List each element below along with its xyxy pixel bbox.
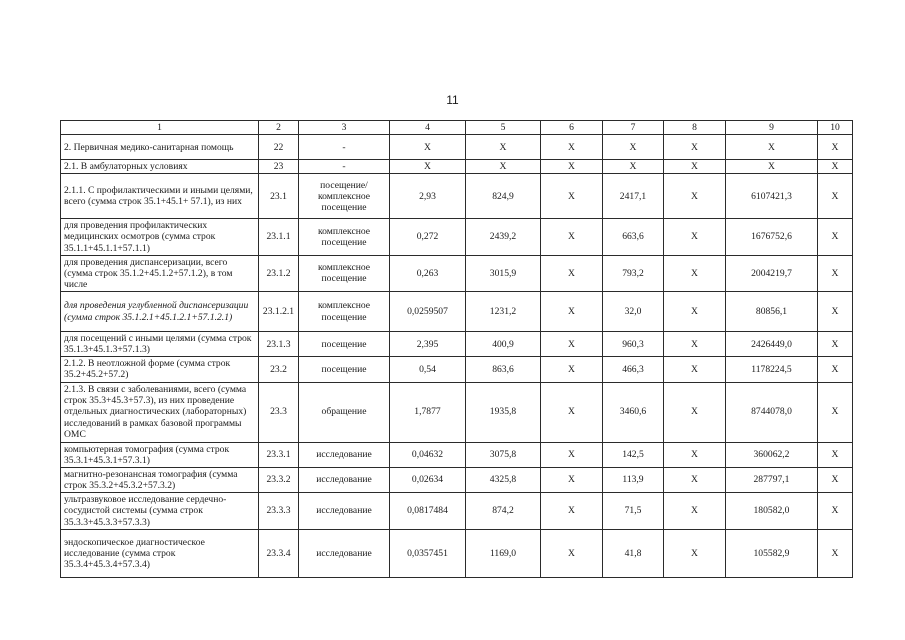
- column-number: 1: [61, 121, 259, 135]
- row-value-10: X: [818, 467, 853, 492]
- row-value-7: 466,3: [603, 357, 664, 382]
- row-code: 23.3.4: [259, 530, 299, 578]
- row-code: 22: [259, 135, 299, 160]
- row-value-6: X: [541, 332, 603, 357]
- row-value-8: X: [664, 382, 726, 442]
- row-value-6: X: [541, 382, 603, 442]
- row-value-4: 0,0817484: [390, 493, 466, 530]
- row-value-6: X: [541, 160, 603, 174]
- row-value-9: 6107421,3: [726, 174, 818, 219]
- row-value-9: 2426449,0: [726, 332, 818, 357]
- row-unit: -: [299, 160, 390, 174]
- row-value-7: 663,6: [603, 219, 664, 255]
- row-value-6: X: [541, 135, 603, 160]
- row-value-4: 2,395: [390, 332, 466, 357]
- table-row: [61, 160, 853, 174]
- row-code: 23.1.2: [259, 255, 299, 291]
- row-code: 23.1.3: [259, 332, 299, 357]
- row-value-8: X: [664, 357, 726, 382]
- row-value-9: 80856,1: [726, 292, 818, 332]
- row-value-5: X: [466, 135, 541, 160]
- row-value-4: X: [390, 135, 466, 160]
- column-number: 8: [664, 121, 726, 135]
- row-name: ультразвуковое исследование сердечно-сосудистой системы (сумма строк 35.3.3+45.3.3+57.3.3): [61, 493, 259, 530]
- row-code: 23.3.3: [259, 493, 299, 530]
- column-number: 4: [390, 121, 466, 135]
- row-value-5: 3015,9: [466, 255, 541, 291]
- row-value-5: 3075,8: [466, 442, 541, 467]
- row-code: 23.3.2: [259, 467, 299, 492]
- row-value-10: X: [818, 357, 853, 382]
- row-value-5: 863,6: [466, 357, 541, 382]
- table-row: [61, 382, 853, 442]
- table-row: [61, 530, 853, 578]
- row-value-10: X: [818, 382, 853, 442]
- table-row: [61, 357, 853, 382]
- row-name: для посещений с иными целями (сумма строк 35.1.3+45.1.3+57.1.3): [61, 332, 259, 357]
- row-value-8: X: [664, 174, 726, 219]
- row-value-7: 113,9: [603, 467, 664, 492]
- row-value-4: 0,0357451: [390, 530, 466, 578]
- row-value-9: 2004219,7: [726, 255, 818, 291]
- row-value-7: 2417,1: [603, 174, 664, 219]
- table-row: [61, 174, 853, 219]
- row-value-6: X: [541, 174, 603, 219]
- row-value-8: X: [664, 530, 726, 578]
- table-row: [61, 255, 853, 291]
- row-unit: обращение: [299, 382, 390, 442]
- row-value-8: X: [664, 467, 726, 492]
- row-value-6: X: [541, 493, 603, 530]
- row-name: для проведения профилактических медицинских осмотров (сумма строк 35.1.1+45.1.1+57.1.1): [61, 219, 259, 255]
- column-number: 10: [818, 121, 853, 135]
- row-value-4: 0,263: [390, 255, 466, 291]
- row-value-8: X: [664, 493, 726, 530]
- row-value-6: X: [541, 467, 603, 492]
- row-value-9: 287797,1: [726, 467, 818, 492]
- row-value-6: X: [541, 357, 603, 382]
- row-value-8: X: [664, 219, 726, 255]
- row-code: 23.3: [259, 382, 299, 442]
- row-unit: исследование: [299, 530, 390, 578]
- row-value-7: 793,2: [603, 255, 664, 291]
- row-value-7: 3460,6: [603, 382, 664, 442]
- row-value-4: 0,02634: [390, 467, 466, 492]
- row-value-9: 180582,0: [726, 493, 818, 530]
- row-code: 23: [259, 160, 299, 174]
- row-value-5: 1935,8: [466, 382, 541, 442]
- row-value-7: 960,3: [603, 332, 664, 357]
- row-value-7: 32,0: [603, 292, 664, 332]
- row-value-10: X: [818, 292, 853, 332]
- row-name: эндоскопическое диагностическое исследование (сумма строк 35.3.4+45.3.4+57.3.4): [61, 530, 259, 578]
- page-number: 11: [446, 93, 459, 107]
- row-name: 2.1.1. С профилактическими и иными целями, всего (сумма строк 35.1+45.1+ 57.1), из них: [61, 174, 259, 219]
- row-value-10: X: [818, 219, 853, 255]
- row-value-4: 0,0259507: [390, 292, 466, 332]
- row-unit: посещение/комплексное посещение: [299, 174, 390, 219]
- row-value-10: X: [818, 174, 853, 219]
- row-name: для проведения углубленной диспансеризации (сумма строк 35.1.2.1+45.1.2.1+57.1.2.1): [61, 292, 259, 332]
- row-value-10: X: [818, 135, 853, 160]
- table-row: [61, 467, 853, 492]
- row-unit: посещение: [299, 357, 390, 382]
- table-row: [61, 135, 853, 160]
- row-value-5: 400,9: [466, 332, 541, 357]
- row-code: 23.2: [259, 357, 299, 382]
- row-value-9: 1676752,6: [726, 219, 818, 255]
- row-value-5: 4325,8: [466, 467, 541, 492]
- row-value-5: 874,2: [466, 493, 541, 530]
- row-value-5: 1169,0: [466, 530, 541, 578]
- row-value-10: X: [818, 530, 853, 578]
- row-unit: исследование: [299, 467, 390, 492]
- row-value-10: X: [818, 493, 853, 530]
- row-value-5: X: [466, 160, 541, 174]
- row-value-9: 1178224,5: [726, 357, 818, 382]
- row-value-9: 8744078,0: [726, 382, 818, 442]
- row-name: компьютерная томография (сумма строк 35.3.1+45.3.1+57.3.1): [61, 442, 259, 467]
- column-number: 9: [726, 121, 818, 135]
- row-name: магнитно-резонансная томография (сумма строк 35.3.2+45.3.2+57.3.2): [61, 467, 259, 492]
- row-value-7: 71,5: [603, 493, 664, 530]
- column-number: 7: [603, 121, 664, 135]
- row-value-6: X: [541, 292, 603, 332]
- row-name: 2. Первичная медико-санитарная помощь: [61, 135, 259, 160]
- row-value-4: 0,04632: [390, 442, 466, 467]
- column-number: 5: [466, 121, 541, 135]
- row-value-6: X: [541, 442, 603, 467]
- row-value-9: 360062,2: [726, 442, 818, 467]
- row-code: 23.1: [259, 174, 299, 219]
- row-value-4: 1,7877: [390, 382, 466, 442]
- row-value-7: 142,5: [603, 442, 664, 467]
- row-value-8: X: [664, 160, 726, 174]
- row-value-9: X: [726, 160, 818, 174]
- row-value-10: X: [818, 255, 853, 291]
- column-number: 2: [259, 121, 299, 135]
- row-value-10: X: [818, 160, 853, 174]
- row-name: для проведения диспансеризации, всего (сумма строк 35.1.2+45.1.2+57.1.2), в том числе: [61, 255, 259, 291]
- row-value-7: X: [603, 160, 664, 174]
- row-value-8: X: [664, 255, 726, 291]
- row-code: 23.1.1: [259, 219, 299, 255]
- row-value-7: X: [603, 135, 664, 160]
- table-row: [61, 442, 853, 467]
- row-value-9: 105582,9: [726, 530, 818, 578]
- row-code: 23.1.2.1: [259, 292, 299, 332]
- row-name: 2.1.2. В неотложной форме (сумма строк 35.2+45.2+57.2): [61, 357, 259, 382]
- row-value-10: X: [818, 442, 853, 467]
- row-value-5: 1231,2: [466, 292, 541, 332]
- row-unit: -: [299, 135, 390, 160]
- row-value-6: X: [541, 219, 603, 255]
- row-name: 2.1.3. В связи с заболеваниями, всего (сумма строк 35.3+45.3+57.3), из них проведение отдельных диагностических (лабораторных) исследований в рамках базовой программы ОМС: [61, 382, 259, 442]
- row-unit: комплексное посещение: [299, 219, 390, 255]
- table-row: [61, 292, 853, 332]
- column-number: 6: [541, 121, 603, 135]
- data-table: [60, 120, 853, 578]
- row-value-4: X: [390, 160, 466, 174]
- row-unit: исследование: [299, 493, 390, 530]
- table-row: [61, 493, 853, 530]
- row-unit: посещение: [299, 332, 390, 357]
- row-value-6: X: [541, 530, 603, 578]
- row-value-4: 0,272: [390, 219, 466, 255]
- column-number: 3: [299, 121, 390, 135]
- row-unit: комплексное посещение: [299, 292, 390, 332]
- table-row: [61, 332, 853, 357]
- row-value-8: X: [664, 442, 726, 467]
- row-name: 2.1. В амбулаторных условиях: [61, 160, 259, 174]
- row-value-4: 2,93: [390, 174, 466, 219]
- row-unit: комплексное посещение: [299, 255, 390, 291]
- row-value-5: 824,9: [466, 174, 541, 219]
- row-value-8: X: [664, 332, 726, 357]
- row-value-10: X: [818, 332, 853, 357]
- row-value-5: 2439,2: [466, 219, 541, 255]
- column-numbers-row: [61, 121, 853, 135]
- table-row: [61, 219, 853, 255]
- row-value-6: X: [541, 255, 603, 291]
- row-unit: исследование: [299, 442, 390, 467]
- row-value-8: X: [664, 135, 726, 160]
- row-value-9: X: [726, 135, 818, 160]
- row-value-7: 41,8: [603, 530, 664, 578]
- row-value-4: 0,54: [390, 357, 466, 382]
- row-value-8: X: [664, 292, 726, 332]
- row-code: 23.3.1: [259, 442, 299, 467]
